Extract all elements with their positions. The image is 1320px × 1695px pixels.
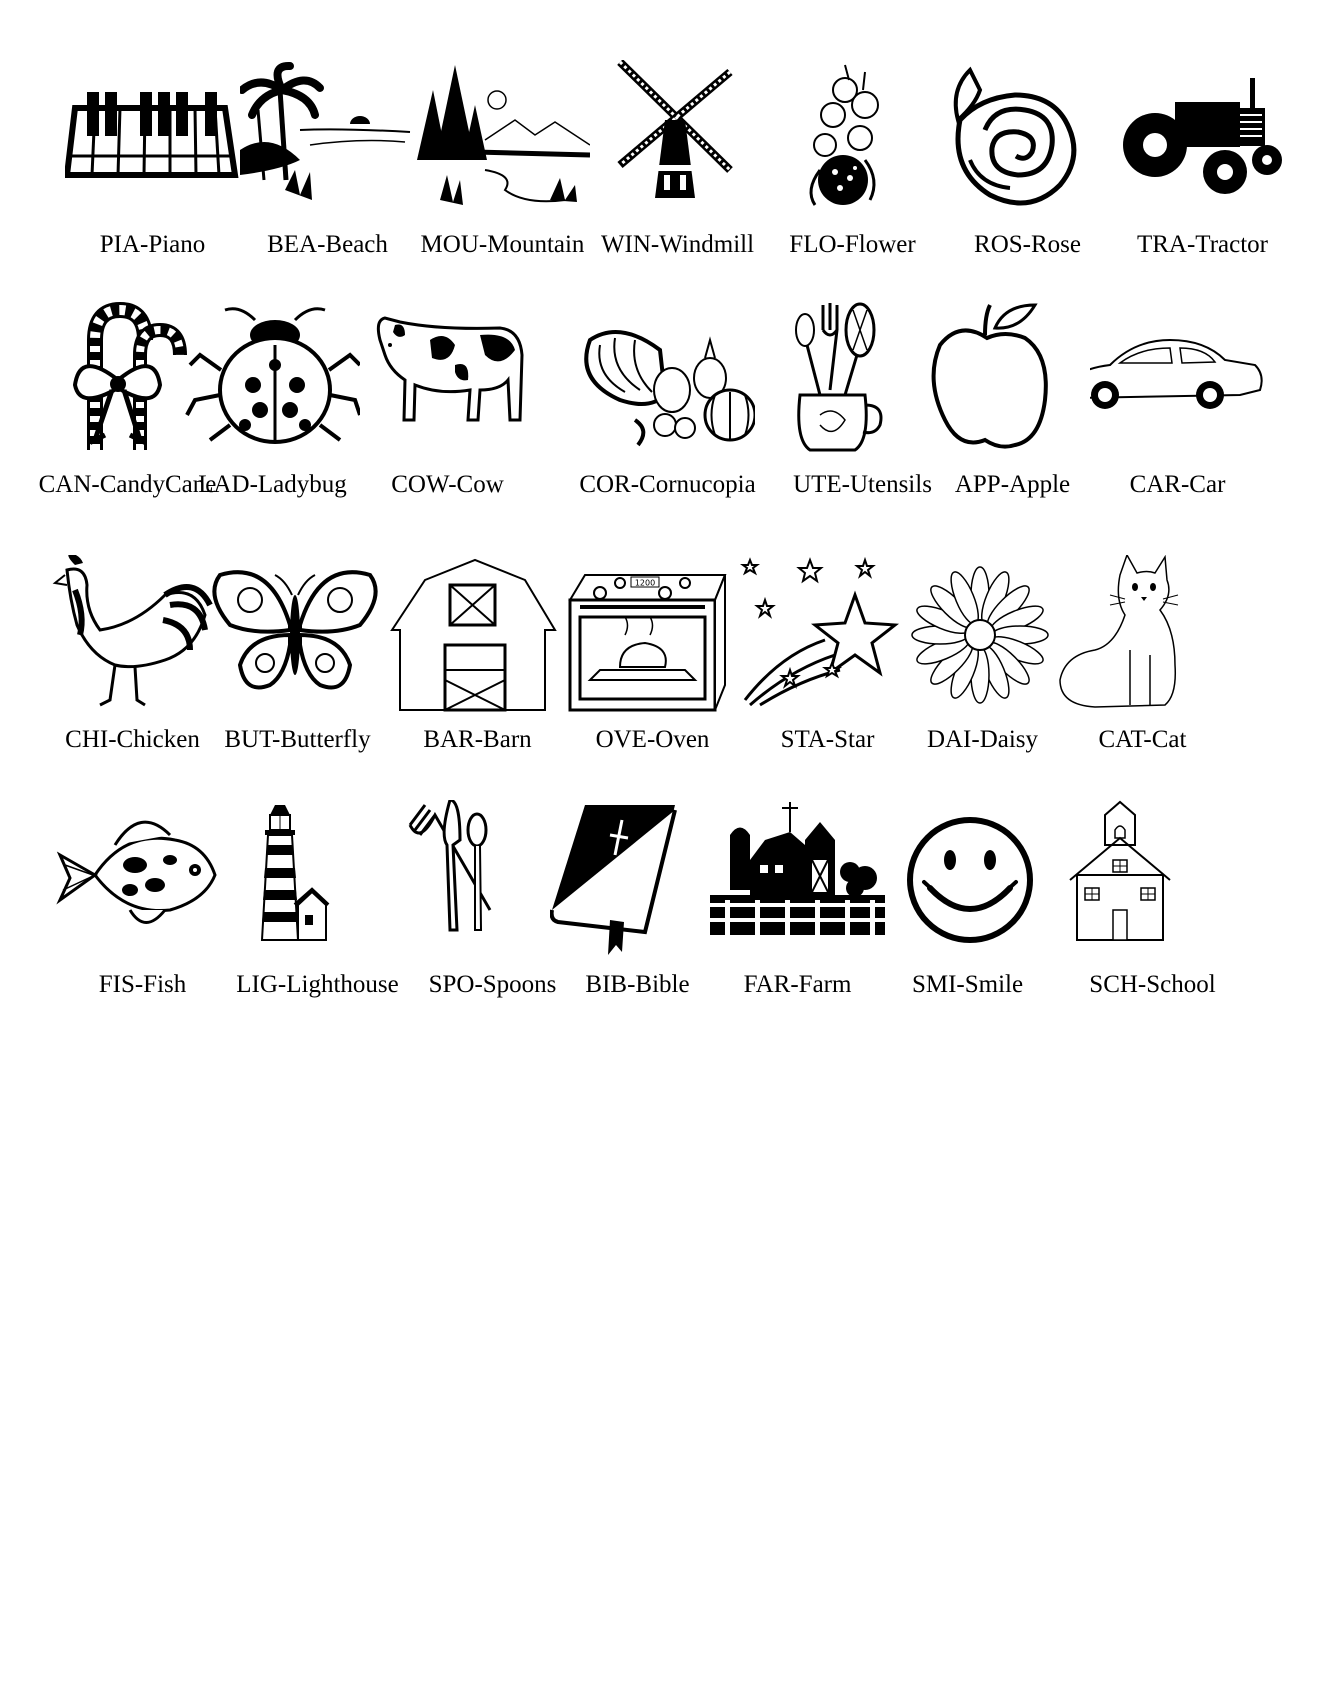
fish-icon <box>55 800 230 960</box>
design-label: APP-Apple <box>954 471 1071 498</box>
design-label: CAN-CandyCane <box>38 471 217 498</box>
design-label: BUT-Butterfly <box>224 726 371 753</box>
design-label: BIB-Bible <box>585 971 690 998</box>
shooting-star-icon <box>740 555 915 715</box>
oven-display: 1200 <box>634 578 656 588</box>
design-label: LAD-Ladybug <box>198 471 347 498</box>
utensils-icon <box>775 300 950 460</box>
design-fish <box>55 800 230 1000</box>
design-label: UTE-Utensils <box>793 471 932 498</box>
butterfly-icon <box>210 555 385 715</box>
design-bible <box>550 800 725 1000</box>
chicken-icon <box>45 555 220 715</box>
design-label: SCH-School <box>1089 971 1216 998</box>
design-apple <box>925 300 1100 500</box>
flower-bouquet-icon <box>765 60 940 220</box>
windmill-icon <box>590 60 765 220</box>
design-lighthouse <box>230 800 405 1000</box>
oven-icon <box>565 555 740 715</box>
design-windmill <box>590 60 765 260</box>
design-label: CAR-Car <box>1129 471 1226 498</box>
design-school <box>1065 800 1240 1000</box>
design-label: CHI-Chicken <box>65 726 200 753</box>
design-label: OVE-Oven <box>595 726 710 753</box>
design-chicken <box>45 555 220 755</box>
design-mountain <box>415 60 590 260</box>
design-label: WIN-Windmill <box>600 231 755 258</box>
design-label: LIG-Lighthouse <box>236 971 399 998</box>
mountain-icon <box>415 60 590 220</box>
design-label: SMI-Smile <box>911 971 1024 998</box>
design-rose <box>940 60 1115 260</box>
design-label: FAR-Farm <box>743 971 852 998</box>
design-label: COW-Cow <box>391 471 504 498</box>
design-farm <box>710 800 885 1000</box>
farm-icon <box>710 800 885 960</box>
tractor-icon <box>1115 60 1290 220</box>
beach-icon <box>240 60 415 220</box>
barn-icon <box>390 555 565 715</box>
smile-icon <box>880 800 1055 960</box>
design-label: CAT-Cat <box>1098 726 1187 753</box>
ladybug-icon <box>185 300 360 460</box>
cow-icon <box>360 300 535 460</box>
design-label: STA-Star <box>780 726 875 753</box>
design-cat <box>1055 555 1230 755</box>
design-flower <box>765 60 940 260</box>
design-label: FLO-Flower <box>789 231 916 258</box>
design-car <box>1090 300 1265 500</box>
design-oven <box>565 555 740 755</box>
design-label: COR-Cornucopia <box>579 471 756 498</box>
piano-icon <box>65 60 240 220</box>
bible-icon <box>550 800 725 960</box>
lighthouse-icon <box>230 800 405 960</box>
design-label: SPO-Spoons <box>428 971 557 998</box>
design-label: FIS-Fish <box>98 971 187 998</box>
rose-icon <box>940 60 1115 220</box>
daisy-icon <box>895 555 1070 715</box>
design-label: BEA-Beach <box>267 231 388 258</box>
cornucopia-icon <box>580 300 755 460</box>
design-label: PIA-Piano <box>99 231 206 258</box>
design-cow <box>360 300 535 500</box>
design-cornucopia <box>580 300 755 500</box>
design-label: DAI-Daisy <box>926 726 1039 753</box>
design-daisy <box>895 555 1070 755</box>
design-ladybug <box>185 300 360 500</box>
cat-icon <box>1055 555 1230 715</box>
apple-icon <box>925 300 1100 460</box>
school-icon <box>1065 800 1240 960</box>
design-label: BAR-Barn <box>423 726 532 753</box>
design-smile <box>880 800 1055 1000</box>
design-piano <box>65 60 240 260</box>
design-tractor <box>1115 60 1290 260</box>
design-label: ROS-Rose <box>974 231 1081 258</box>
design-beach <box>240 60 415 260</box>
design-butterfly <box>210 555 385 755</box>
car-icon <box>1090 300 1265 460</box>
design-barn <box>390 555 565 755</box>
design-label: TRA-Tractor <box>1136 231 1268 258</box>
design-label: MOU-Mountain <box>420 231 585 258</box>
